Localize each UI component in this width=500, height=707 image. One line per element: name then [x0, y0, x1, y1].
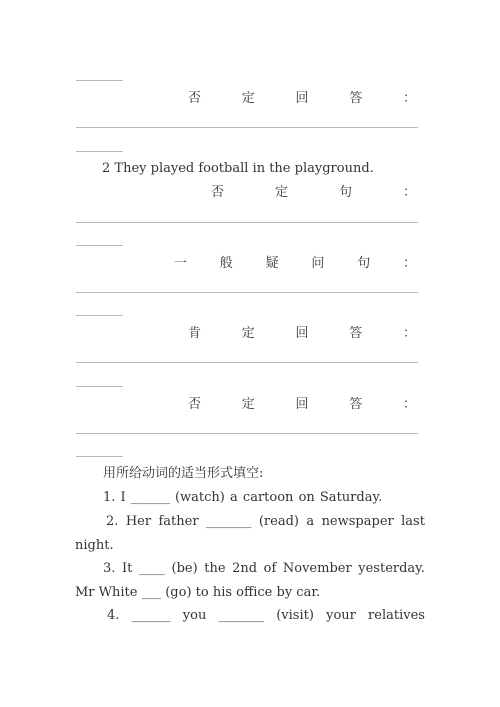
answer-blank-line	[76, 151, 123, 152]
char: 一	[174, 256, 188, 271]
char: 回	[295, 326, 309, 341]
word: father	[158, 514, 199, 529]
fill-instruction: 用所给动词的适当形式填空:	[103, 466, 264, 481]
blank: ______	[131, 608, 171, 623]
char: 否	[211, 185, 225, 200]
word: relatives	[368, 608, 425, 623]
char: 否	[188, 91, 202, 106]
char: ：	[402, 256, 416, 271]
word: a	[230, 490, 238, 505]
word: your	[326, 608, 356, 623]
char: 问	[311, 256, 325, 271]
q-number: 1.	[103, 490, 116, 505]
question-2	[106, 514, 425, 530]
question-1	[103, 490, 382, 506]
blank: _______	[205, 514, 252, 529]
word: Saturday.	[319, 490, 383, 505]
q-number: 3.	[103, 561, 116, 576]
char: 答	[349, 326, 363, 341]
word: I	[120, 490, 126, 505]
question-2-continued: night.	[75, 538, 114, 553]
answer-line	[76, 362, 418, 363]
char: 定	[241, 326, 255, 341]
question-4	[107, 608, 425, 624]
verb-hint: (visit)	[276, 608, 314, 623]
general-question-label	[174, 256, 416, 272]
answer-blank-line	[76, 315, 123, 316]
verb-hint: (watch)	[174, 490, 225, 505]
negative-sentence-label	[211, 185, 416, 201]
negative-answer-label	[188, 397, 416, 413]
char: 定	[274, 185, 288, 200]
answer-blank-line	[76, 80, 123, 81]
answer-blank-line	[76, 456, 123, 457]
blank: ____	[138, 561, 165, 576]
answer-line	[76, 127, 418, 128]
question-3-continued: Mr White ___ (go) to his office by car.	[75, 585, 321, 600]
blank: ______	[130, 490, 170, 505]
char: ：	[402, 91, 416, 106]
char: 答	[349, 91, 363, 106]
word: 2nd	[232, 561, 258, 576]
answer-line	[76, 433, 418, 434]
word: the	[204, 561, 226, 576]
char: ：	[402, 326, 416, 341]
blank: _______	[218, 608, 265, 623]
word: yesterday.	[358, 561, 425, 576]
char: 疑	[265, 256, 279, 271]
char: 般	[219, 256, 233, 271]
char: 答	[349, 397, 363, 412]
verb-hint: (be)	[171, 561, 198, 576]
char: 句	[338, 185, 352, 200]
verb-hint: (read)	[258, 514, 299, 529]
char: 肯	[188, 326, 202, 341]
char: ：	[402, 185, 416, 200]
char: 定	[241, 91, 255, 106]
answer-line	[76, 222, 418, 223]
char: 否	[188, 397, 202, 412]
question-3	[103, 561, 425, 577]
word: last	[401, 514, 425, 529]
char: ：	[402, 397, 416, 412]
answer-blank-line	[76, 245, 123, 246]
char: 句	[357, 256, 371, 271]
q-number: 4.	[107, 608, 120, 623]
answer-line	[76, 292, 418, 293]
word: cartoon	[242, 490, 294, 505]
char: 回	[295, 397, 309, 412]
q-number: 2.	[106, 514, 119, 529]
word: November	[282, 561, 352, 576]
word: on	[298, 490, 315, 505]
answer-blank-line	[76, 386, 123, 387]
word: newspaper	[321, 514, 394, 529]
word: of	[263, 561, 277, 576]
word: you	[182, 608, 207, 623]
char: 回	[295, 91, 309, 106]
negative-answer-label	[188, 91, 416, 107]
word: Her	[125, 514, 152, 529]
exercise-sentence: 2 They played football in the playground.	[102, 161, 374, 176]
word: It	[121, 561, 133, 576]
char: 定	[241, 397, 255, 412]
word: a	[306, 514, 315, 529]
positive-answer-label	[188, 326, 416, 342]
